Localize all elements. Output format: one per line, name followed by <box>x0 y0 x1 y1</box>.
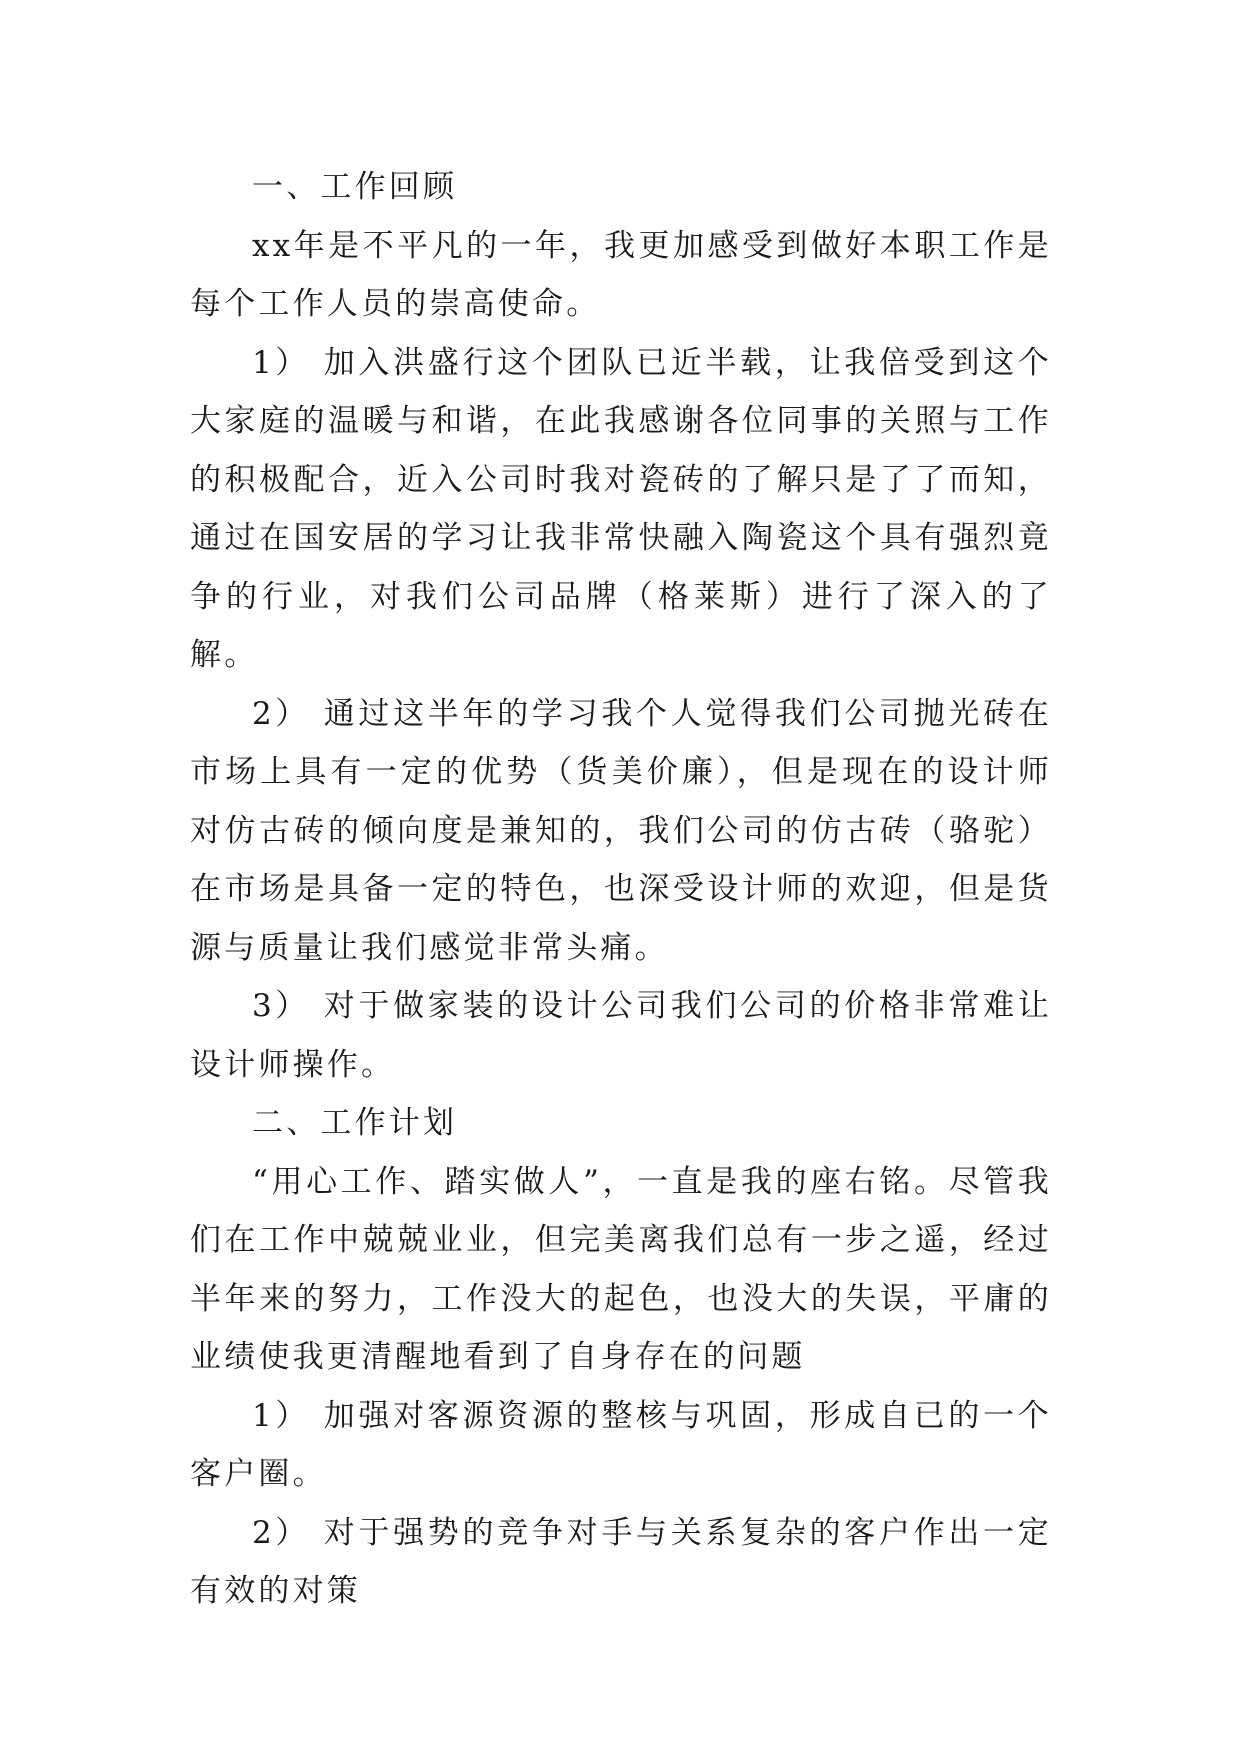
paragraph: 2） 对于强势的竞争对手与关系复杂的客户作出一定有效的对策 <box>190 1514 1052 1609</box>
paragraph: 3） 对于做家装的设计公司我们公司的价格非常难让设计师操作。 <box>190 988 1052 1083</box>
paragraph: 1） 加入洪盛行这个团队已近半载，让我倍受到这个大家庭的温暖与和谐，在此我感谢各位同事的关照与工作的积极配合，近入公司时我对瓷砖的了解只是了了而知，通过在国安居的学习让我非常快融入陶瓷这个具有强烈竟争的行业，对我们公司品牌（格莱斯）进行了深入的了解。 <box>190 344 1052 673</box>
paragraph: 2） 通过这半年的学习我个人觉得我们公司抛光砖在市场上具有一定的优势（货美价廉），但是现在的设计师对仿古砖的倾向度是兼知的，我们公司的仿古砖（骆驼）在市场是具备一定的特色，也深受设计师的欢迎，但是货源与质量让我们感觉非常头痛。 <box>190 695 1052 966</box>
section-heading: 二、工作计划 <box>252 1105 458 1141</box>
section-heading: 一、工作回顾 <box>252 169 458 205</box>
paragraph: xx年是不平凡的一年，我更加感受到做好本职工作是每个工作人员的崇高使命。 <box>190 227 1052 322</box>
paragraph: “用心工作、踏实做人”，一直是我的座右铭。尽管我们在工作中兢兢业业，但完美离我们总有一步之遥，经过半年来的努力，工作没大的起色，也没大的失误，平庸的业绩使我更清醒地看到了自身存在的问题 <box>190 1163 1052 1375</box>
paragraph: 1） 加强对客源资源的整核与巩固，形成自已的一个客户圈。 <box>190 1397 1052 1492</box>
document-body <box>190 158 1052 1621</box>
